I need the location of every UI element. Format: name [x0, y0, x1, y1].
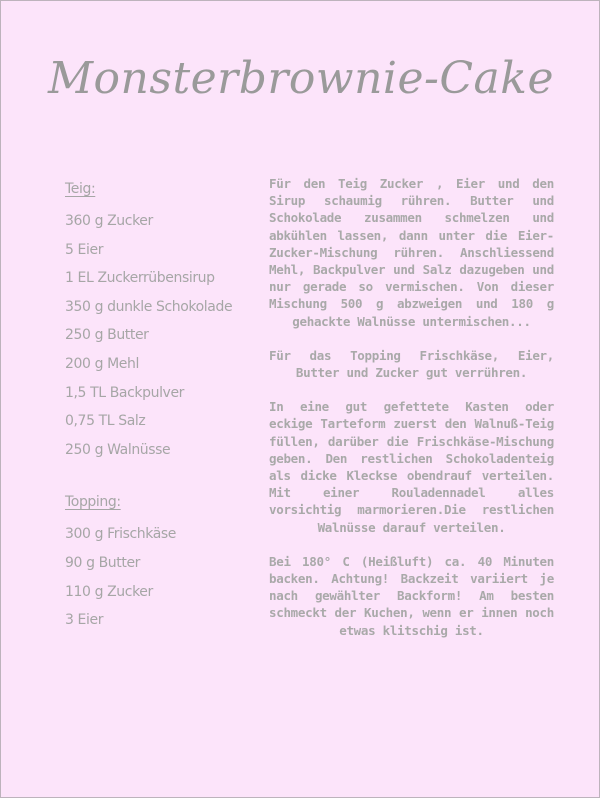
ingredient-item: 250 g Walnüsse: [65, 441, 171, 458]
ingredient-item: 250 g Butter: [65, 327, 149, 344]
section-spacer: [65, 464, 255, 492]
ingredient-item: 3 Eier: [65, 612, 104, 629]
ingredient-item: 90 g Butter: [65, 554, 141, 571]
ingredient-item: 110 g Zucker: [65, 583, 153, 600]
instruction-paragraph: Für den Teig Zucker , Eier und den Sirup schaumig rühren. Butter und Schokolade zusammen schmelzen und abkühlen lassen, dann unter die Eier-Zucker-Mischung rühren. Anschliessend Mehl, Backpulver und Salz dazugeben und nur gerade so vermischen. Von dieser Mischung 500 g abzweigen und 180 g gehackte Walnüsse untermischen...: [269, 176, 554, 329]
ingredient-item: 360 g Zucker: [65, 213, 153, 229]
ingredient-item: 1,5 TL Backpulver: [65, 384, 185, 401]
instruction-paragraph: Für das Topping Frischkäse, Eier, Butter und Zucker gut verrühren.: [269, 347, 554, 381]
instruction-paragraph: In eine gut gefettete Kasten oder eckige Tarteform zuerst den Walnuß-Teig füllen, darüber die Frischkäse-Mischung geben. Den restlichen Schokoladenteig als dicke Kleckse obendrauf verteilen. Mit einer Rouladennadel alles vorsichtig marmorieren.Die restlichen Walnüsse darauf verteilen.: [269, 399, 554, 535]
ingredient-item: 5 Eier: [65, 241, 104, 258]
ingredient-list: [65, 179, 255, 635]
ingredient-item: 350 g dunkle Schokolade: [65, 298, 233, 315]
ingredient-item: 1 EL Zuckerrübensirup: [65, 270, 215, 287]
recipe-title: Monsterbrownie-Cake: [48, 53, 554, 104]
ingredient-item: 300 g Frischkäse: [65, 526, 177, 543]
ingredient-item: 200 g Mehl: [65, 355, 139, 372]
topping-heading: Topping:: [65, 494, 121, 511]
instructions: [269, 175, 554, 656]
instruction-paragraph: Bei 180° C (Heißluft) ca. 40 Minuten backen. Achtung! Backzeit variiert je nach gewählter Backform! Am besten schmeckt der Kuchen, wenn er innen noch etwas klitschig ist.: [269, 553, 554, 638]
teig-heading: Teig:: [65, 181, 96, 197]
ingredient-item: 0,75 TL Salz: [65, 413, 146, 430]
